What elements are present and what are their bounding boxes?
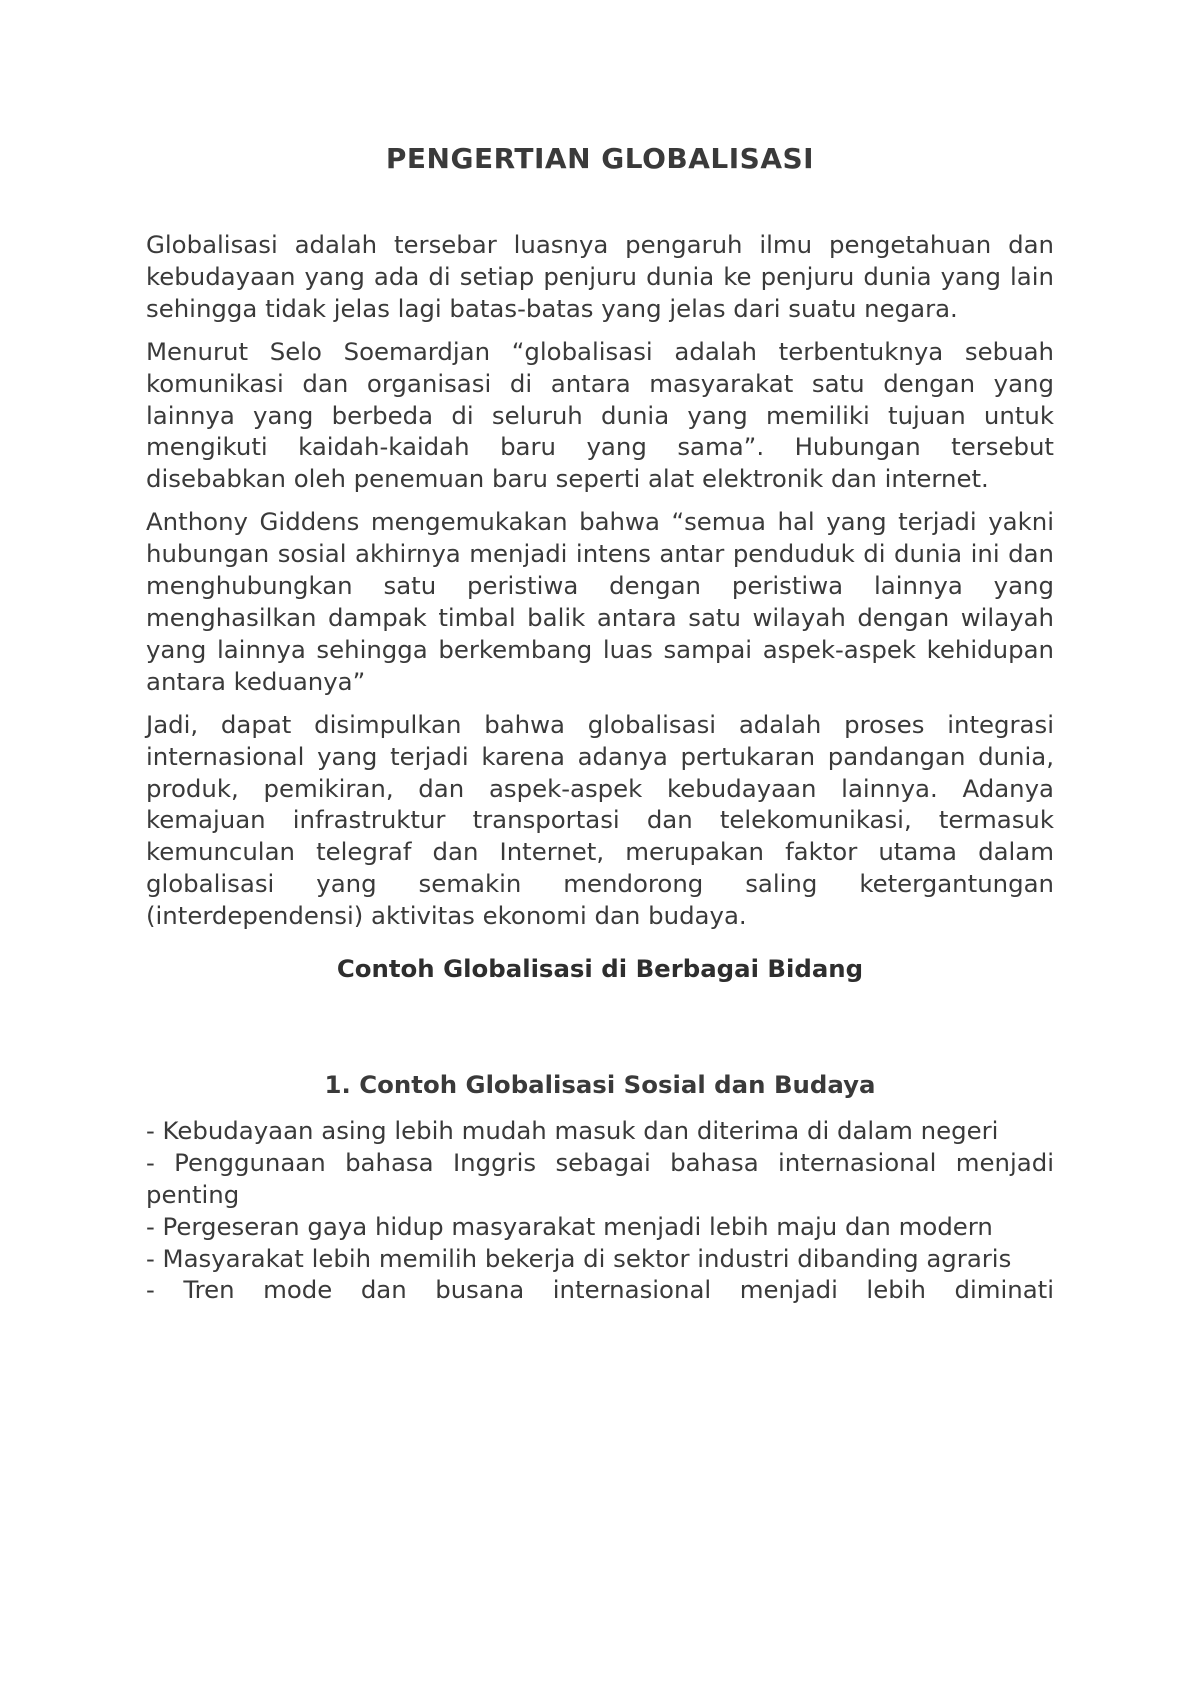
list-item: - Masyarakat lebih memilih bekerja di sektor industri dibanding agraris	[146, 1243, 1012, 1273]
examples-list	[146, 1115, 1054, 1306]
list-item: - Kebudayaan asing lebih mudah masuk dan diterima di dalam negeri	[146, 1115, 999, 1145]
document-body	[146, 142, 1054, 1306]
paragraph-definition: Globalisasi adalah tersebar luasnya pengaruh ilmu pengetahuan dan kebudayaan yang ada di setiap penjuru dunia ke penjuru dunia yang lain sehingga tidak jelas lagi batas-batas yang jelas dari suatu negara.	[146, 230, 1054, 323]
section-heading-social-culture: 1. Contoh Globalisasi Sosial dan Budaya	[324, 1070, 876, 1100]
paragraph-anthony-giddens: Anthony Giddens mengemukakan bahwa “semua hal yang terjadi yakni hubungan sosial akhirnya menjadi intens antar penduduk di dunia ini dan menghubungkan satu peristiwa dengan peristiwa lainnya yang menghasilkan dampak timbal balik antara satu wilayah dengan wilayah yang lainnya sehingga berkembang luas sampai aspek-aspek kehidupan antara keduanya”	[146, 507, 1054, 696]
list-item: - Tren mode dan busana internasional menjadi lebih diminati	[146, 1275, 1054, 1305]
paragraph-conclusion: Jadi, dapat disimpulkan bahwa globalisasi adalah proses integrasi internasional yang terjadi karena adanya pertukaran pandangan dunia, produk, pemikiran, dan aspek-aspek kebudayaan lainnya. Adanya kemajuan infrastruktur transportasi dan telekomunikasi, termasuk kemunculan telegraf dan Internet, merupakan faktor utama dalam globalisasi yang semakin mendorong saling ketergantungan (interdependensi) aktivitas ekonomi dan budaya.	[146, 709, 1054, 931]
section-subtitle: Contoh Globalisasi di Berbagai Bidang	[336, 954, 864, 984]
list-item: - Pergeseran gaya hidup masyarakat menjadi lebih maju dan modern	[146, 1211, 993, 1241]
list-item: - Penggunaan bahasa Inggris sebagai bahasa internasional menjadi penting	[146, 1147, 1054, 1209]
page-title: PENGERTIAN GLOBALISASI	[385, 142, 815, 175]
paragraph-selo-soemardjan: Menurut Selo Soemardjan “globalisasi adalah terbentuknya sebuah komunikasi dan organisasi di antara masyarakat satu dengan yang lainnya yang berbeda di seluruh dunia yang memiliki tujuan untuk mengikuti kaidah-kaidah baru yang sama”. Hubungan tersebut disebabkan oleh penemuan baru seperti alat elektronik dan internet.	[146, 336, 1054, 494]
